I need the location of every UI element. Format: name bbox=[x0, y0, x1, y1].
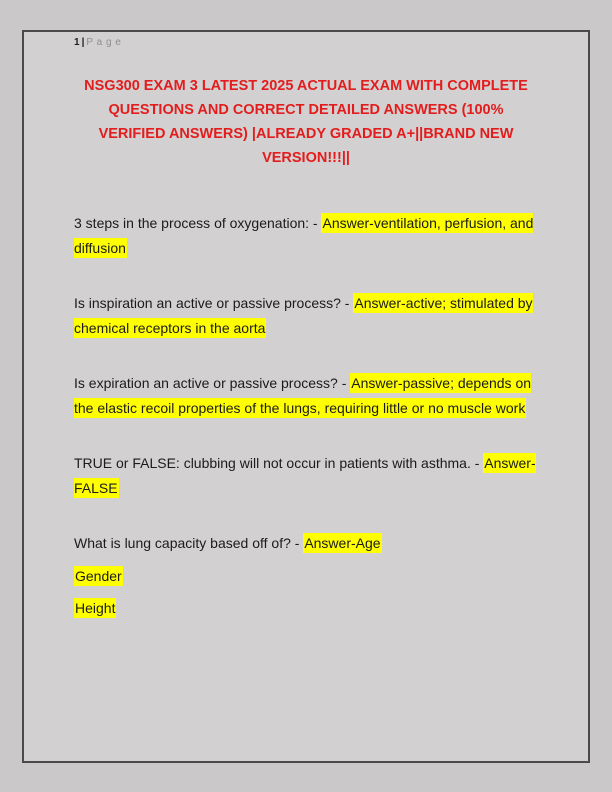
qa-paragraph bbox=[74, 596, 538, 621]
document-title: NSG300 EXAM 3 LATEST 2025 ACTUAL EXAM WITH COMPLETE QUESTIONS AND CORRECT DETAILED ANSWERS (100% VERIFIED ANSWERS) |ALREADY GRADED A+||BRAND NEW VERSION!!!|| bbox=[84, 78, 528, 166]
page-header-separator: | bbox=[81, 37, 85, 48]
highlighted-answer: Height bbox=[75, 600, 116, 616]
question-text: What is lung capacity based off of? - bbox=[74, 535, 304, 551]
qa-paragraph bbox=[74, 531, 538, 556]
question-text: TRUE or FALSE: clubbing will not occur in patients with asthma. - bbox=[74, 455, 484, 471]
highlighted-answer: Answer-Age bbox=[304, 535, 381, 551]
qa-list bbox=[74, 211, 538, 621]
qa-paragraph bbox=[74, 371, 538, 420]
page-header bbox=[74, 36, 538, 50]
qa-paragraph bbox=[74, 451, 538, 500]
qa-block bbox=[74, 371, 538, 420]
question-text: Is expiration an active or passive process? - bbox=[74, 375, 351, 391]
highlighted-answer: Answer-passive; depends on the elastic recoil properties of the lungs, requiring little or no muscle work bbox=[74, 375, 532, 416]
page-content-area bbox=[24, 32, 588, 621]
highlighted-answer: Answer-FALSE bbox=[74, 455, 536, 496]
highlighted-answer: Answer-active; stimulated by chemical receptors in the aorta bbox=[74, 295, 533, 336]
highlighted-answer: Gender bbox=[75, 567, 122, 584]
question-text: Is inspiration an active or passive process? - bbox=[74, 295, 354, 311]
qa-block bbox=[74, 211, 538, 260]
document-page bbox=[22, 30, 590, 763]
page-number: 1 bbox=[74, 37, 80, 48]
qa-block bbox=[74, 291, 538, 340]
page-header-label: P a g e bbox=[86, 37, 122, 48]
question-text: 3 steps in the process of oxygenation: - bbox=[74, 215, 322, 231]
qa-paragraph bbox=[74, 211, 538, 260]
qa-block bbox=[74, 451, 538, 500]
qa-block bbox=[74, 531, 538, 621]
qa-paragraph bbox=[74, 291, 538, 340]
qa-paragraph bbox=[74, 564, 538, 589]
highlighted-answer: Answer-ventilation, perfusion, and diffusion bbox=[74, 215, 534, 256]
